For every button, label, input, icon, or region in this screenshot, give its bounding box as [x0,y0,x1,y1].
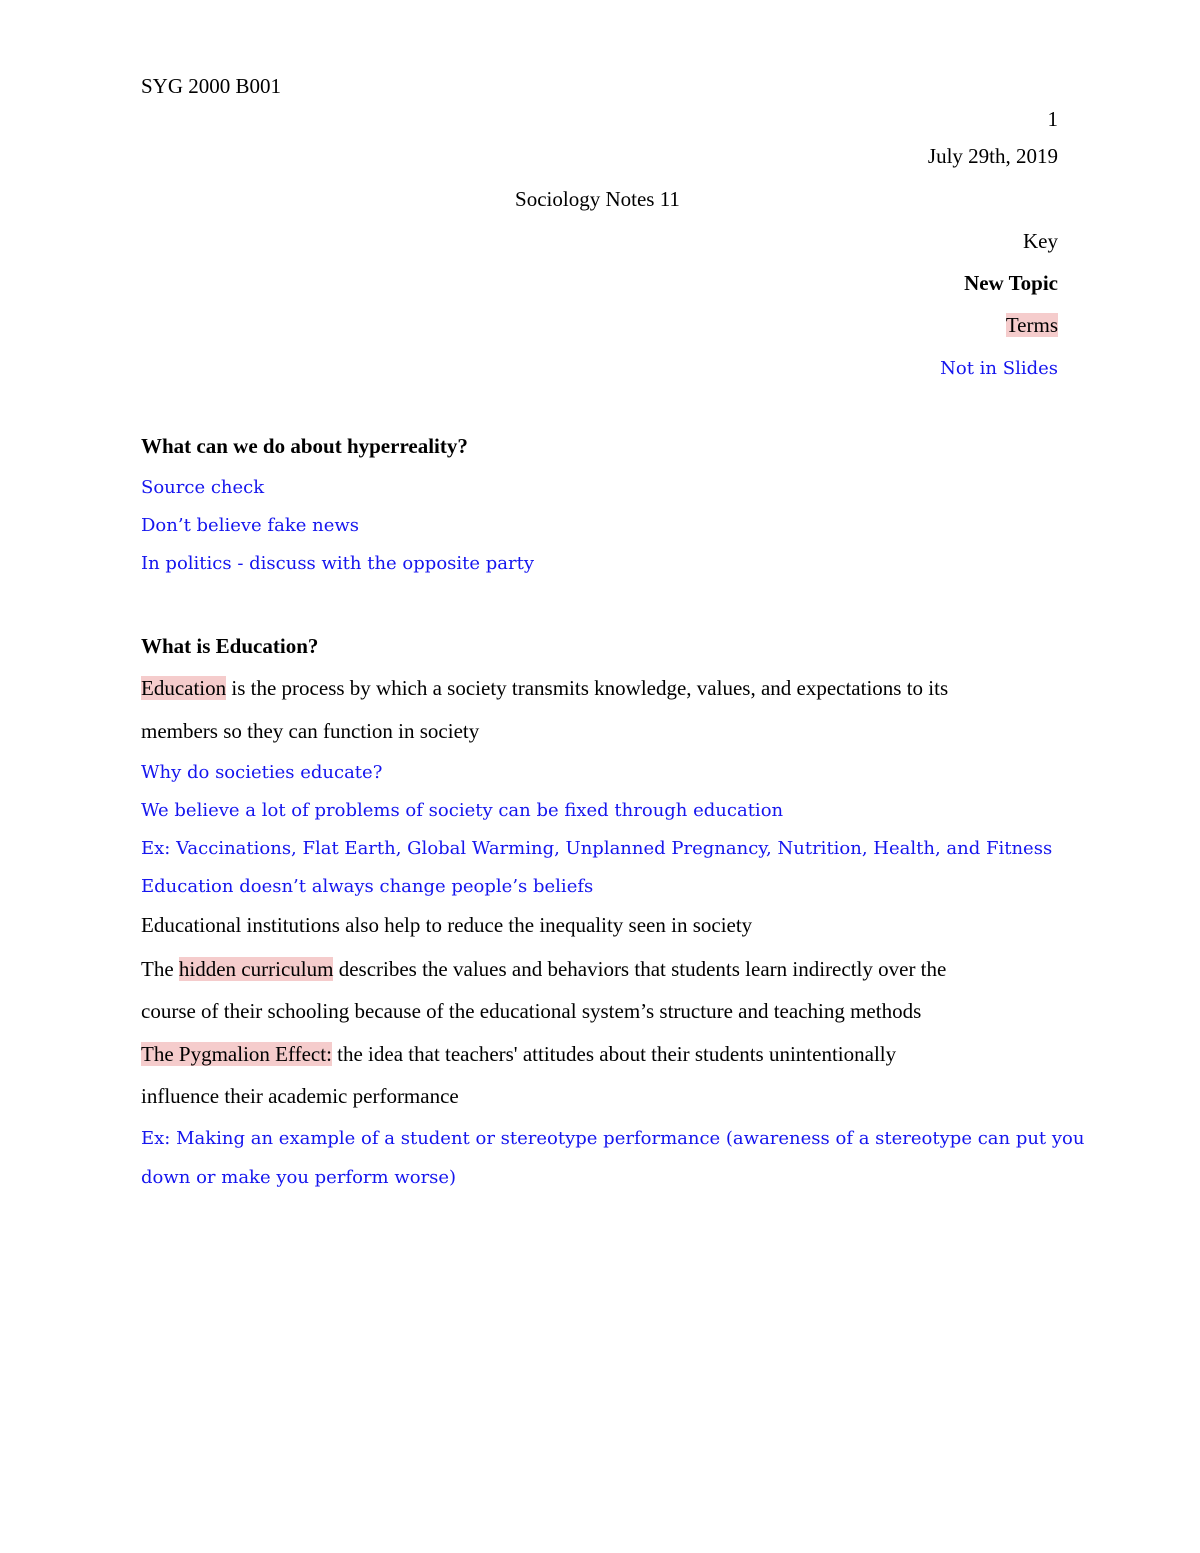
education-definition-cont: members so they can function in society [141,719,480,743]
hidden-curriculum-definition-cont: course of their schooling because of the educational system’s structure and teaching methods [141,999,922,1023]
key-not-in-slides: Not in Slides [940,358,1058,379]
page-number: 1 [1047,107,1058,131]
page-title: Sociology Notes 11 [515,187,680,211]
example-note: Ex: Making an example of a student or stereotype performance (awareness of a stereotype can put you [141,1128,1085,1149]
section1-heading: What can we do about hyperreality? [141,434,468,458]
key-label: Key [1023,229,1058,253]
date: July 29th, 2019 [927,144,1058,168]
pygmalion-definition-cont: influence their academic performance [141,1084,459,1108]
blue-note: Why do societies educate? [141,762,383,783]
education-definition: Education is the process by which a society transmits knowledge, values, and expectations to its [141,676,949,700]
blue-note: Education doesn’t always change people’s beliefs [141,876,594,897]
blue-note: Ex: Vaccinations, Flat Earth, Global Warming, Unplanned Pregnancy, Nutrition, Health, and Fitness [141,838,1053,859]
example-note-cont: down or make you perform worse) [141,1167,457,1188]
pygmalion-definition: The Pygmalion Effect: the idea that teachers' attitudes about their students unintentionally [141,1042,897,1066]
institutions-line: Educational institutions also help to reduce the inequality seen in society [141,913,753,937]
blue-note: We believe a lot of problems of society can be fixed through education [141,800,784,821]
education-term: Education [141,676,227,700]
key-terms: Terms [1005,313,1058,337]
section1-item: Don’t believe fake news [141,515,359,536]
header-course: SYG 2000 B001 [141,74,282,98]
section1-item: Source check [141,477,265,498]
pygmalion-term: The Pygmalion Effect: [141,1042,332,1066]
section2-heading: What is Education? [141,634,319,658]
key-new-topic: New Topic [964,271,1058,295]
hidden-curriculum-definition: The hidden curriculum describes the values and behaviors that students learn indirectly over the [141,957,947,981]
section1-item: In politics - discuss with the opposite party [141,553,535,574]
hidden-curriculum-term: hidden curriculum [178,957,334,981]
